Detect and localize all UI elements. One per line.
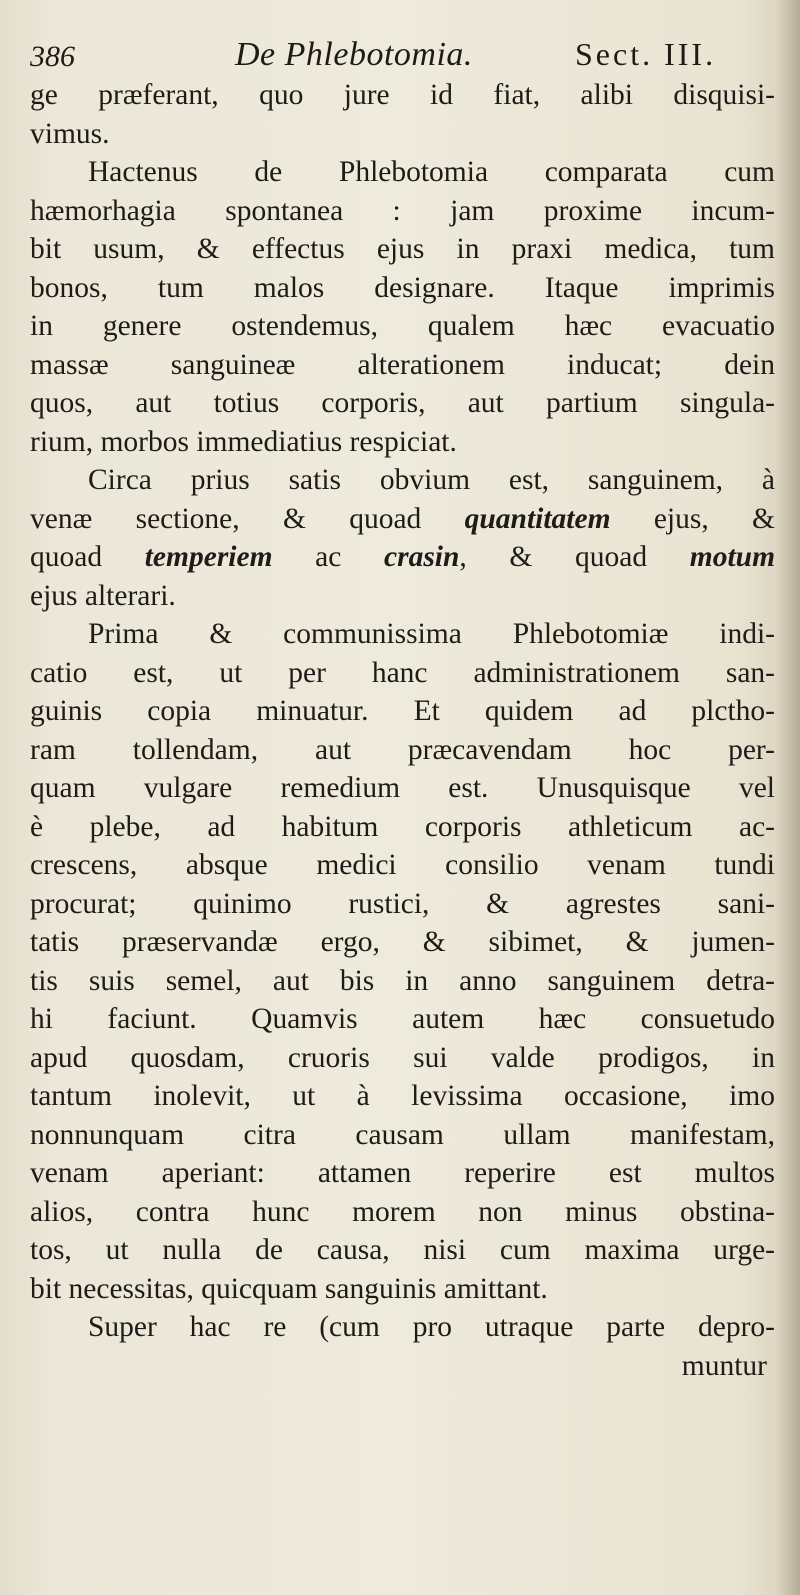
emphasis-term: motum <box>689 541 776 573</box>
text-line-with-emphasis <box>30 500 775 539</box>
text-line-with-emphasis <box>30 538 775 577</box>
text-line: tos, ut nulla de causa, nisi cum maxima urge- <box>30 1234 775 1266</box>
text-line: apud quosdam, cruoris sui valde prodigos, in <box>30 1041 775 1074</box>
page-edge-shadow <box>776 0 800 1595</box>
page-number: 386 <box>30 40 75 73</box>
text-line: catio est, ut per hanc administrationem san- <box>30 656 775 689</box>
text-line: ge præferant, quo jure id fiat, alibi disquisi- <box>30 79 775 111</box>
body-text <box>30 76 775 1385</box>
text-run: quoad <box>30 541 145 573</box>
text-run: ac <box>272 541 384 573</box>
emphasis-term: quantitatem <box>464 502 611 535</box>
text-line: hæmorhagia spontanea : jam proxime incum- <box>30 194 775 227</box>
section-label: Sect. III. <box>575 36 717 72</box>
text-line: tatis præservandæ ergo, & sibimet, & jumen- <box>30 926 775 958</box>
text-line: massæ sanguineæ alterationem inducat; dein <box>30 348 775 381</box>
text-line: nonnunquam citra causam ullam manifestam, <box>30 1118 775 1151</box>
text-line: venam aperiant: attamen reperire est multos <box>30 1157 775 1189</box>
text-line: bit usum, & effectus ejus in praxi medica, tum <box>30 233 775 265</box>
text-line: quam vulgare remedium est. Unusquisque vel <box>30 772 775 804</box>
text-line: in genere ostendemus, qualem hæc evacuatio <box>30 310 775 342</box>
text-line: è plebe, ad habitum corporis athleticum ac- <box>30 810 775 843</box>
running-title: De Phlebotomia. <box>235 36 473 73</box>
paragraph-start-line: Circa prius satis obvium est, sanguinem, à <box>88 464 775 496</box>
paragraph-start-line: Prima & communissima Phlebotomiæ indi- <box>88 618 775 650</box>
text-line: quos, aut totius corporis, aut partium singula- <box>30 387 775 419</box>
emphasis-term: crasin <box>384 541 460 573</box>
text-run: ejus, & <box>610 502 775 535</box>
text-line: rium, morbos immediatius respiciat. <box>30 425 457 458</box>
page-header <box>30 30 775 80</box>
text-line: crescens, absque medici consilio venam tundi <box>30 849 775 881</box>
text-run: , & quoad <box>459 541 690 573</box>
text-line: tis suis semel, aut bis in anno sanguinem detra- <box>30 964 775 997</box>
text-line: ejus alterari. <box>30 579 176 612</box>
text-line: procurat; quinimo rustici, & agrestes sani- <box>30 887 775 920</box>
emphasis-term: temperiem <box>144 541 273 573</box>
text-line: vimus. <box>30 117 110 150</box>
paragraph-start-line: Super hac re (cum pro utraque parte depro- <box>88 1311 775 1343</box>
text-line: bonos, tum malos designare. Itaque imprimis <box>30 271 775 304</box>
text-line: guinis copia minuatur. Et quidem ad plctho- <box>30 695 775 727</box>
catchword: muntur <box>681 1349 767 1382</box>
text-run: venæ sectione, & quoad <box>30 502 465 535</box>
text-line: alios, contra hunc morem non minus obstina- <box>30 1195 775 1228</box>
text-line: ram tollendam, aut præcavendam hoc per- <box>30 733 775 766</box>
text-line: hi faciunt. Quamvis autem hæc consuetudo <box>30 1003 775 1035</box>
text-line: bit necessitas, quicquam sanguinis amittant. <box>30 1272 548 1305</box>
paragraph-start-line: Hactenus de Phlebotomia comparata cum <box>88 156 775 188</box>
text-line: tantum inolevit, ut à levissima occasione, imo <box>30 1080 775 1112</box>
